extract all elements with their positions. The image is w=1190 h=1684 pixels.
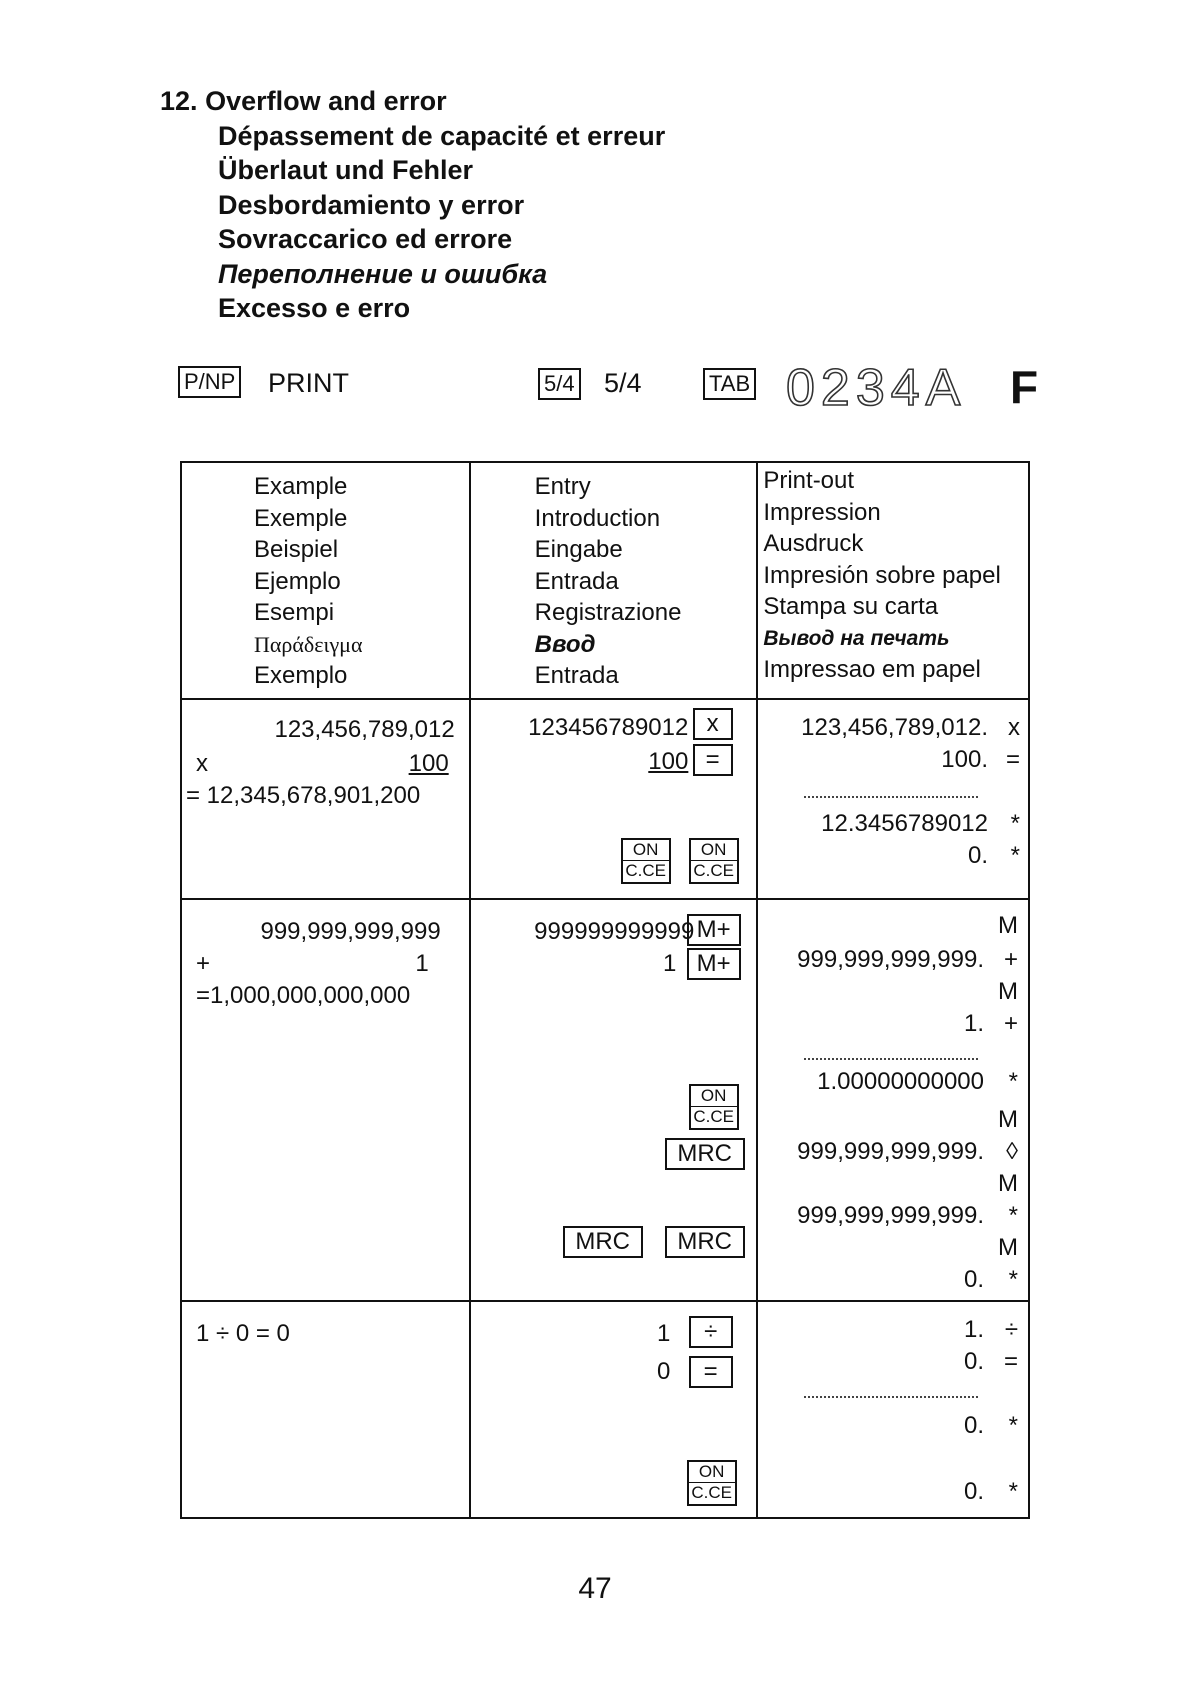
operator: x	[196, 750, 208, 777]
tape-symbol: ◊	[1006, 1138, 1018, 1165]
example-table	[180, 461, 1030, 1519]
round-key: 5/4	[538, 368, 581, 400]
example-fr: Exemple	[254, 504, 348, 532]
entry-ru: Ввод	[534, 630, 596, 658]
tape-symbol: *	[1010, 810, 1020, 837]
tape-symbol: +	[1003, 1010, 1018, 1037]
entry-value: 1	[656, 1320, 671, 1347]
operand: 100	[408, 750, 449, 777]
example-pt: Exemplo	[254, 662, 348, 689]
tape-value: 999,999,999,999.	[797, 1202, 984, 1229]
entry-header	[470, 462, 758, 699]
mode-flag: F	[1010, 361, 1039, 413]
tape-symbol: *	[1008, 1412, 1018, 1439]
mrc-key: MRC	[665, 1226, 745, 1258]
tape-value: 0.	[963, 1266, 984, 1293]
printout-fr: Impression	[763, 498, 881, 526]
memory-indicator: M	[998, 978, 1018, 1005]
entry-it: Registrazione	[534, 599, 682, 626]
tape-value: 0.	[963, 1348, 984, 1375]
expression: 1 ÷ 0 = 0	[196, 1320, 290, 1347]
operator: +	[196, 950, 211, 977]
entry-value: 0	[656, 1358, 671, 1385]
tape-symbol: =	[1003, 1348, 1018, 1375]
equals-key: =	[689, 1356, 733, 1388]
entry-value: 123456789012	[528, 714, 689, 741]
pnp-key: P/NP	[178, 366, 241, 398]
memory-indicator: M	[998, 1234, 1018, 1261]
printout-de: Ausdruck	[763, 530, 864, 557]
printout-cell	[757, 899, 1029, 1301]
entry-value: 100	[648, 748, 689, 775]
example-cell	[181, 1301, 470, 1518]
tape-value: 1.00000000000	[817, 1068, 984, 1095]
on-label: ON	[689, 1462, 735, 1483]
printout-pt: Impressao em papel	[763, 656, 981, 683]
entry-cell	[470, 899, 758, 1301]
tape-symbol: *	[1008, 1266, 1018, 1293]
operand: 1	[415, 950, 429, 977]
example-it: Esempi	[254, 599, 335, 626]
header-row	[181, 462, 1029, 699]
tape-symbol: *	[1008, 1068, 1018, 1095]
tape-value: 1.	[963, 1316, 984, 1343]
title-fr: Dépassement de capacité et erreur	[218, 120, 666, 151]
entry-es: Entrada	[534, 567, 619, 595]
table-row	[181, 699, 1029, 899]
memory-indicator: M	[998, 1106, 1018, 1133]
tape-value: 1.	[963, 1010, 984, 1037]
tape-separator	[804, 1058, 978, 1060]
on-cce-key	[687, 1460, 737, 1506]
mrc-key: MRC	[665, 1138, 745, 1170]
cce-label: C.CE	[625, 861, 666, 880]
printout-cell	[757, 1301, 1029, 1518]
title-en: Overflow and error	[205, 86, 447, 116]
tape-value: 999,999,999,999.	[797, 1138, 984, 1165]
on-cce-key	[689, 1084, 739, 1130]
on-cce-key	[621, 838, 671, 884]
operand: 999,999,999,999	[260, 918, 441, 945]
m-plus-key: M+	[687, 914, 741, 946]
printout-cell	[757, 699, 1029, 899]
decimal-dial: 0234A	[786, 359, 967, 417]
example-es: Ejemplo	[254, 567, 341, 595]
example-de: Beispiel	[254, 536, 339, 563]
result: = 12,345,678,901,200	[186, 782, 421, 809]
tape-symbol: +	[1003, 946, 1018, 973]
example-gr: Παράδειγμα	[254, 631, 363, 657]
calculator-settings	[0, 359, 1190, 434]
tape-symbol: *	[1008, 1478, 1018, 1505]
tape-separator	[804, 796, 978, 798]
tape-value: 999,999,999,999.	[797, 946, 984, 973]
printout-es: Impresión sobre papel	[763, 561, 1001, 589]
title-de: Überlaut und Fehler	[218, 155, 474, 185]
tape-separator	[804, 1396, 978, 1398]
tape-value: 0.	[963, 1412, 984, 1439]
example-en: Example	[254, 473, 348, 500]
memory-indicator: M	[998, 912, 1018, 939]
entry-cell	[470, 699, 758, 899]
section-number: 12.	[160, 86, 198, 116]
on-cce-key	[689, 838, 739, 884]
tape-value: 100.	[941, 746, 988, 773]
title-ru: Переполнение и ошибка	[218, 258, 548, 289]
equals-key: =	[693, 744, 733, 776]
memory-indicator: M	[998, 1170, 1018, 1197]
tape-symbol: *	[1010, 842, 1020, 869]
operand: 123,456,789,012	[274, 716, 455, 743]
tape-value: 0.	[967, 842, 988, 869]
printout-it: Stampa su carta	[763, 593, 939, 620]
result: =1,000,000,000,000	[196, 982, 411, 1009]
tape-symbol: =	[1005, 746, 1020, 773]
example-cell	[181, 899, 470, 1301]
entry-value: 1	[662, 950, 677, 977]
tape-value: 123,456,789,012.	[801, 714, 988, 741]
print-label: PRINT	[268, 368, 349, 398]
entry-pt: Entrada	[534, 662, 619, 689]
table-row	[181, 899, 1029, 1301]
example-cell	[181, 699, 470, 899]
tape-value: 12.3456789012	[821, 810, 988, 837]
cce-label: C.CE	[691, 1483, 732, 1502]
on-label: ON	[691, 1086, 737, 1107]
title-it: Sovraccarico ed errore	[218, 224, 513, 254]
on-label: ON	[691, 840, 737, 861]
m-plus-key: M+	[687, 948, 741, 980]
tab-key: TAB	[703, 368, 756, 400]
on-label: ON	[623, 840, 669, 861]
mrc-key: MRC	[563, 1226, 643, 1258]
printout-header	[757, 462, 1029, 699]
entry-fr: Introduction	[534, 504, 661, 532]
divide-key: ÷	[689, 1316, 733, 1348]
title-es: Desbordamiento y error	[218, 189, 525, 220]
entry-cell	[470, 1301, 758, 1518]
tape-symbol: x	[1008, 714, 1020, 741]
example-header	[181, 462, 470, 699]
entry-value: 999999999999	[534, 918, 695, 945]
printout-en: Print-out	[763, 467, 855, 494]
title-pt: Excesso e erro	[218, 293, 411, 323]
tape-symbol: *	[1008, 1202, 1018, 1229]
tape-symbol: ÷	[1004, 1316, 1018, 1343]
round-label: 5/4	[604, 368, 642, 398]
entry-en: Entry	[534, 473, 591, 500]
entry-de: Eingabe	[534, 536, 623, 563]
tape-value: 0.	[963, 1478, 984, 1505]
cce-label: C.CE	[693, 1107, 734, 1126]
section-heading	[160, 84, 665, 326]
page-number: 47	[578, 1572, 612, 1605]
multiply-key: x	[693, 708, 733, 740]
cce-label: C.CE	[693, 861, 734, 880]
printout-ru: Вывод на печать	[763, 626, 950, 650]
table-row	[181, 1301, 1029, 1518]
